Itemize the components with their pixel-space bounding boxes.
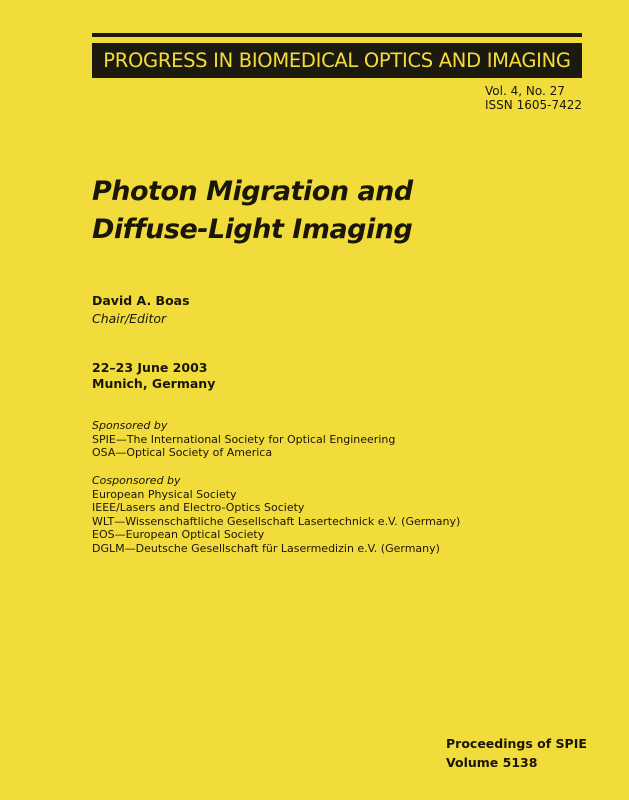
volume-number: Vol. 4, No. 27: [485, 84, 565, 98]
issn: ISSN 1605-7422: [485, 98, 582, 112]
proceedings-volume: Volume 5138: [446, 755, 538, 770]
cosponsors-heading: Cosponsored by: [92, 474, 181, 487]
cosponsor: WLT—Wissenschaftliche Gesellschaft Lasertechnick e.V. (Germany): [92, 514, 461, 528]
cosponsor: IEEE/Lasers and Electro-Optics Society: [92, 501, 305, 515]
top-rule: [92, 33, 582, 37]
cosponsors: [92, 474, 460, 556]
conference-dates: 22–23 June 2003: [92, 360, 208, 375]
proceedings-info: [446, 734, 587, 772]
conference-info: [92, 360, 215, 392]
sponsors: [92, 419, 395, 460]
cosponsor: European Physical Society: [92, 487, 237, 501]
proceedings-name: Proceedings of SPIE: [446, 736, 587, 751]
title-line-2: Diffuse-Light Imaging: [92, 214, 413, 245]
series-banner: PROGRESS IN BIOMEDICAL OPTICS AND IMAGING: [92, 43, 582, 78]
sponsor: OSA—Optical Society of America: [92, 446, 273, 460]
sponsors-heading: Sponsored by: [92, 419, 168, 432]
volume-info: [485, 84, 582, 112]
cosponsor: DGLM—Deutsche Gesellschaft für Lasermedizin e.V. (Germany): [92, 541, 440, 555]
author-role: Chair/Editor: [92, 311, 167, 326]
author: David A. Boas: [92, 293, 190, 308]
cosponsor: EOS—European Optical Society: [92, 528, 265, 542]
book-title: [92, 173, 413, 249]
conference-location: Munich, Germany: [92, 376, 216, 391]
sponsor: SPIE—The International Society for Optical Engineering: [92, 432, 396, 446]
title-line-1: Photon Migration and: [92, 176, 413, 207]
